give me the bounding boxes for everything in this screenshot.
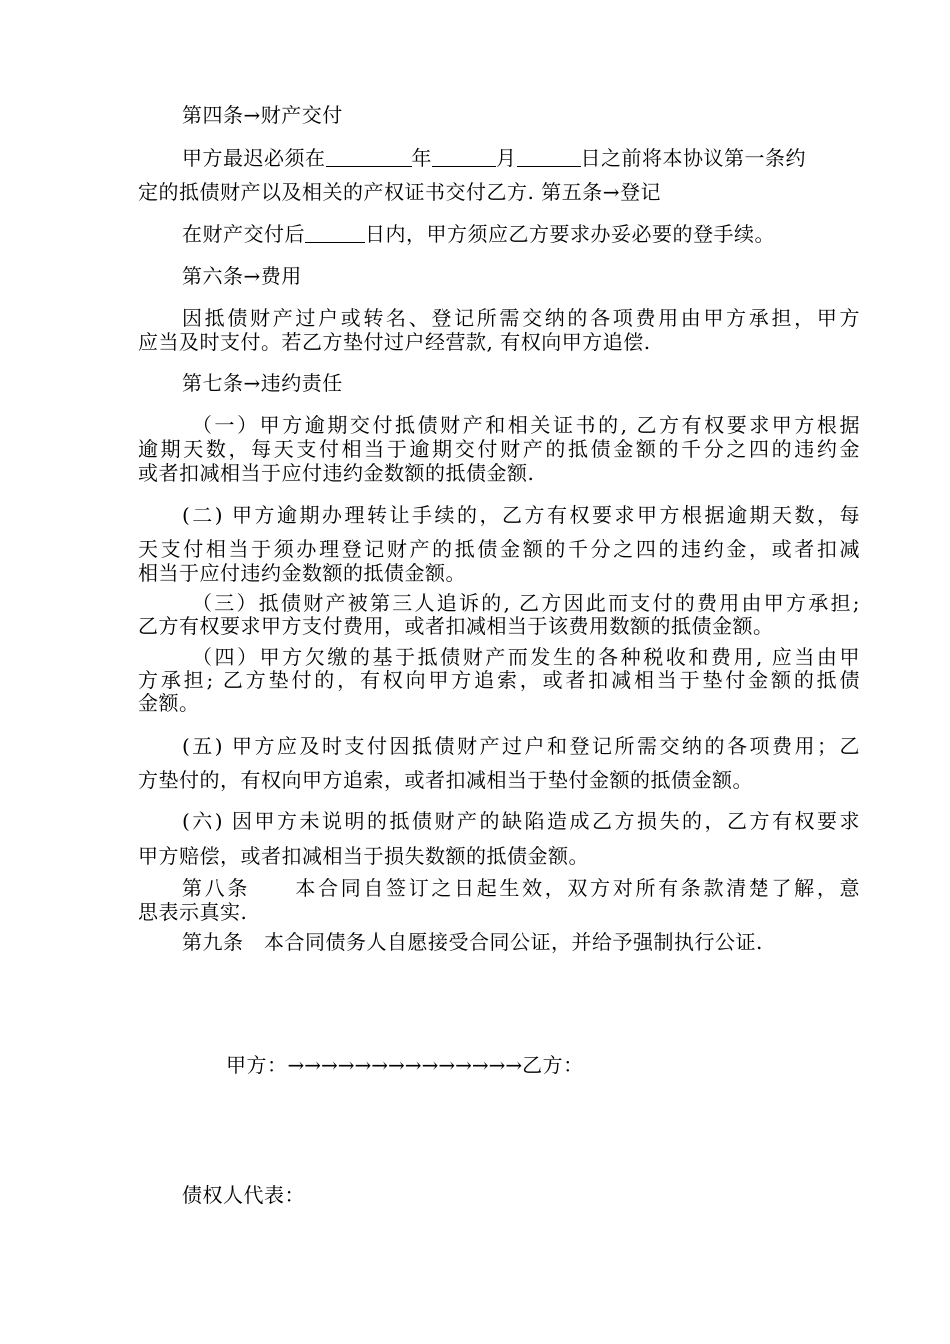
tab-arrows: →→→→→→→→→→→→→→ — [287, 1053, 523, 1077]
creditor-representative-label: 债权人代表： — [182, 1183, 305, 1207]
article-5-paragraph — [182, 222, 860, 246]
clause-6-line-2: 甲方赔偿，或者扣减相当于损失数额的抵债金额。 — [138, 844, 589, 868]
text-segment: 在财产交付后 — [182, 222, 305, 246]
clause-1-line-3: 或者扣减相当于应付违约金数额的抵债金额. — [138, 461, 535, 485]
clause-6-line-1: (六) 因甲方未说明的抵债财产的缺陷造成乙方损失的，乙方有权要求 — [182, 809, 860, 833]
clause-4-line-2: 方承担; 乙方垫付的，有权向甲方追索，或者扣减相当于垫付金额的抵债 — [138, 668, 860, 692]
year-blank — [326, 146, 412, 167]
text-segment: 日内，甲方须应乙方要求办妥必要的登手续。 — [365, 222, 775, 246]
clause-4-line-1: （四）甲方欠缴的基于抵债财产而发生的各种税收和费用, 应当由甲 — [192, 645, 860, 669]
article-7-heading: 第七条→违约责任 — [182, 371, 343, 395]
article-9-line-1: 第九条 本合同债务人自愿接受合同公证，并给予强制执行公证. — [182, 930, 763, 954]
clause-1-line-2: 逾期天数，每天支付相当于逾期交付财产的抵债金额的千分之四的违约金 — [138, 437, 860, 461]
text-segment: 日之前将本协议第一条约 — [580, 146, 806, 170]
text-segment: 月 — [496, 146, 517, 170]
article-4-paragraph-line-2: 定的抵债财产以及相关的产权证书交付乙方. 第五条→登记 — [138, 180, 661, 204]
clause-5-line-1: (五) 甲方应及时支付因抵债财产过户和登记所需交纳的各项费用；乙 — [182, 734, 860, 758]
article-6-line-1: 因抵债财产过户或转名、登记所需交纳的各项费用由甲方承担，甲方 — [182, 306, 860, 330]
article-8-line-1: 第八条 本合同自签订之日起生效，双方对所有条款清楚了解，意 — [182, 876, 860, 900]
clause-4-line-3: 金额。 — [138, 691, 200, 715]
clause-3-line-2: 乙方有权要求甲方支付费用，或者扣减相当于该费用数额的抵债金额。 — [138, 614, 774, 638]
party-b-label: 乙方： — [522, 1053, 584, 1077]
article-4-paragraph-line-1 — [182, 146, 860, 170]
month-blank — [432, 146, 496, 167]
signature-line — [226, 1053, 860, 1077]
text-segment: 甲方最迟必须在 — [182, 146, 326, 170]
party-a-label: 甲方： — [226, 1053, 288, 1077]
article-6-heading: 第六条→费用 — [182, 264, 302, 288]
clause-5-line-2: 方垫付的，有权向甲方追索，或者扣减相当于垫付金额的抵债金额。 — [138, 768, 753, 792]
article-6-line-2: 应当及时支付。若乙方垫付过户经营款, 有权向甲方追偿. — [138, 330, 651, 354]
article-4-heading: 第四条→财产交付 — [182, 103, 343, 127]
days-blank — [305, 222, 365, 243]
clause-2-line-1: (二) 甲方逾期办理转让手续的，乙方有权要求甲方根据逾期天数，每 — [182, 503, 860, 527]
clause-2-line-3: 相当于应付违约金数额的抵债金额。 — [138, 561, 466, 585]
clause-2-line-2: 天支付相当于须办理登记财产的抵债金额的千分之四的违约金，或者扣减 — [138, 537, 860, 561]
text-segment: 年 — [411, 146, 432, 170]
article-8-line-2: 思表示真实. — [138, 900, 248, 924]
day-blank — [517, 146, 581, 167]
clause-3-line-1: （三）抵债财产被第三人追诉的, 乙方因此而支付的费用由甲方承担; — [192, 591, 860, 615]
clause-1-line-1: （一）甲方逾期交付抵债财产和相关证书的, 乙方有权要求甲方根据 — [192, 413, 860, 437]
